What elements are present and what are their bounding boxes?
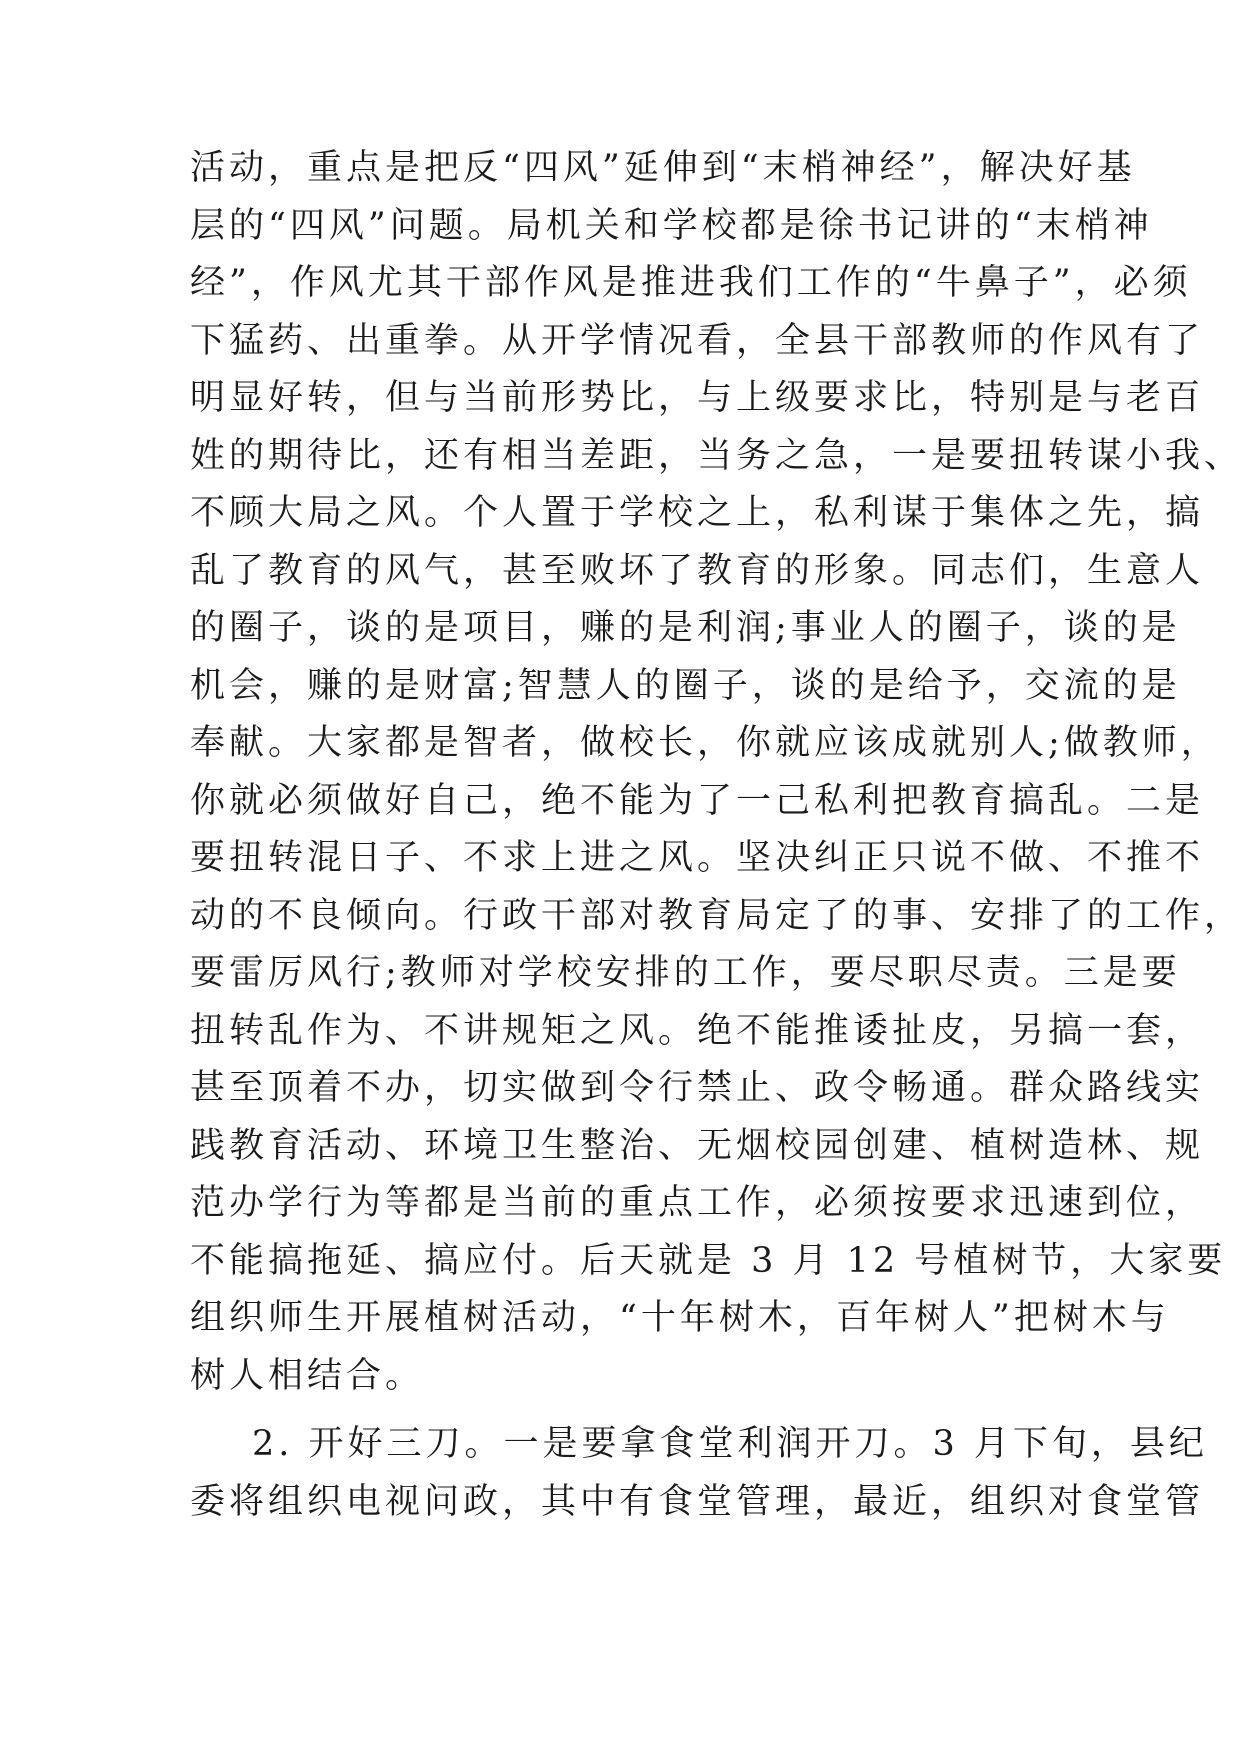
text-line: 2. 开好三刀。一是要拿食堂利润开刀。3 月下旬，县纪 [252,1424,1208,1464]
text-line: 的圈子，谈的是项目，赚的是利润;事业人的圈子，谈的是 [190,608,1181,648]
text-line: 树人相结合。 [190,1355,425,1396]
text-line: 践教育活动、环境卫生整治、无烟校园创建、植树造林、规 [190,1125,1205,1166]
text-line: 动的不良倾向。行政干部对教育局定了的事、安排了的工作， [190,895,1243,936]
text-line: 不能搞拖延、搞应付。后天就是 3 月 12 号植树节，大家要 [190,1240,1227,1281]
text-line: 层的“四风”问题。局机关和学校都是徐书记讲的“末梢神 [190,205,1153,246]
text-line: 乱了教育的风气，甚至败坏了教育的形象。同志们，生意人 [190,550,1205,591]
text-line: 下猛药、出重拳。从开学情况看，全县干部教师的作风有了 [190,320,1205,361]
text-line: 委将组织电视问政，其中有食堂管理，最近，组织对食堂管 [190,1481,1205,1522]
paragraph-1 [190,140,1243,1405]
text-line: 范办学行为等都是当前的重点工作，必须按要求迅速到位， [190,1183,1205,1223]
paragraph-2 [190,1416,1208,1531]
text-line: 甚至顶着不办，切实做到令行禁止、政令畅通。群众路线实 [190,1068,1205,1108]
text-line: 要雷厉风行;教师对学校安排的工作，要尽职尽责。三是要 [190,953,1181,993]
text-line: 经”，作风尤其干部作风是推进我们工作的“牛鼻子”，必须 [190,263,1192,303]
text-line: 要扭转混日子、不求上进之风。坚决纠正只说不做、不推不 [190,838,1205,878]
text-line: 不顾大局之风。个人置于学校之上，私利谋于集体之先，搞 [190,493,1205,533]
text-line: 明显好转，但与当前形势比，与上级要求比，特别是与老百 [190,378,1205,418]
text-line: 活动，重点是把反“四风”延伸到“末梢神经”，解决好基 [190,148,1136,188]
text-line: 姓的期待比，还有相当差距，当务之急，一是要扭转谋小我、 [190,435,1243,476]
text-line: 机会，赚的是财富;智慧人的圈子，谈的是给予，交流的是 [190,665,1181,706]
text-line: 你就必须做好自己，绝不能为了一己私利把教育搞乱。二是 [190,780,1205,821]
text-line: 组织师生开展植树活动，“十年树木，百年树人”把树木与 [190,1298,1170,1338]
text-line: 扭转乱作为、不讲规矩之风。绝不能推诿扯皮，另搞一套， [190,1010,1205,1051]
text-line: 奉献。大家都是智者，做校长，你就应该成就别人;做教师， [190,723,1220,763]
